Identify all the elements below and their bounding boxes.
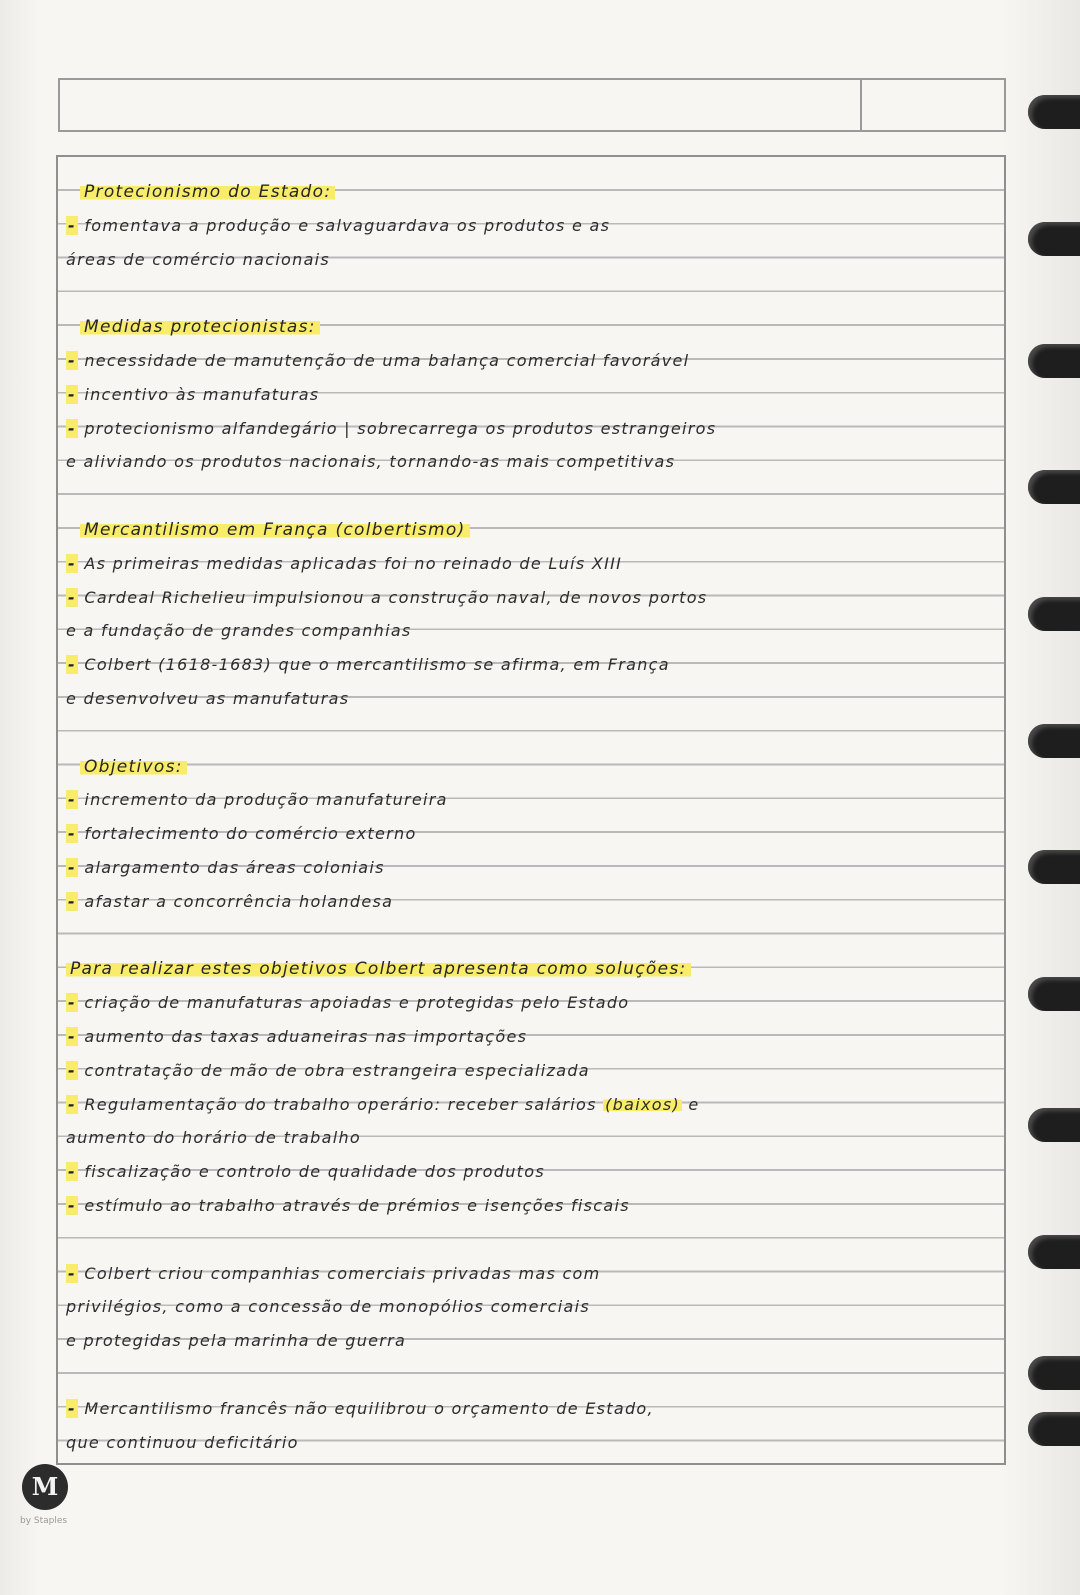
note-line bbox=[66, 648, 996, 682]
bullet-dash: - bbox=[68, 824, 76, 844]
blank-line bbox=[66, 716, 996, 750]
note-text: e aliviando os produtos nacionais, tornando-as mais competitivas bbox=[66, 452, 676, 472]
bullet-dash: - bbox=[68, 1263, 76, 1283]
binder-ring bbox=[1028, 977, 1080, 1011]
note-text: aumento das taxas aduaneiras nas importações bbox=[84, 1027, 528, 1046]
note-line bbox=[66, 851, 996, 885]
note-line bbox=[66, 344, 996, 378]
note-line bbox=[66, 1426, 996, 1460]
binder-ring bbox=[1028, 850, 1080, 884]
binder-ring bbox=[1028, 470, 1080, 504]
note-text: aumento do horário de trabalho bbox=[66, 1128, 361, 1148]
binder-ring bbox=[1028, 95, 1080, 129]
note-heading bbox=[66, 750, 996, 784]
note-line bbox=[66, 1324, 996, 1358]
note-line bbox=[66, 1088, 996, 1122]
note-heading bbox=[66, 513, 996, 547]
note-line bbox=[66, 1392, 996, 1426]
note-text: Colbert (1618-1683) que o mercantilismo se afirma, em França bbox=[84, 655, 670, 675]
note-line bbox=[66, 378, 996, 412]
binder-rings bbox=[1020, 0, 1080, 1595]
bullet-dash: - bbox=[68, 215, 76, 235]
blank-line bbox=[66, 1223, 996, 1257]
note-line bbox=[66, 682, 996, 716]
note-text: criação de manufaturas apoiadas e protegidas pelo Estado bbox=[84, 993, 630, 1013]
note-line bbox=[66, 1257, 996, 1291]
note-line bbox=[66, 885, 996, 919]
binder-ring bbox=[1028, 1356, 1080, 1390]
note-text: e protegidas pela marinha de guerra bbox=[66, 1331, 407, 1351]
note-text: Objetivos: bbox=[80, 757, 187, 777]
bullet-dash: - bbox=[68, 790, 76, 810]
note-line bbox=[66, 1290, 996, 1324]
note-text: fiscalização e controlo de qualidade dos produtos bbox=[84, 1162, 545, 1182]
binder-ring bbox=[1028, 222, 1080, 256]
note-text: afastar a concorrência holandesa bbox=[84, 891, 394, 911]
note-line bbox=[66, 783, 996, 817]
bullet-dash: - bbox=[68, 1196, 76, 1215]
note-heading bbox=[66, 175, 996, 209]
binder-ring bbox=[1028, 344, 1080, 378]
blank-line bbox=[66, 919, 996, 953]
brand-caption: by Staples bbox=[20, 1516, 68, 1526]
bullet-dash: - bbox=[68, 1027, 76, 1046]
highlighted-word: (baixos) bbox=[605, 1094, 680, 1114]
note-text: e desenvolveu as manufaturas bbox=[66, 689, 350, 708]
bullet-dash: - bbox=[68, 1094, 76, 1114]
note-line bbox=[66, 581, 996, 615]
bullet-dash: - bbox=[68, 587, 76, 607]
note-line bbox=[66, 1020, 996, 1054]
bullet-dash: - bbox=[68, 1060, 76, 1080]
note-text: áreas de comércio nacionais bbox=[66, 249, 331, 269]
note-line bbox=[66, 614, 996, 648]
bullet-dash: - bbox=[68, 553, 76, 573]
note-text: alargamento das áreas coloniais bbox=[84, 858, 385, 877]
note-text: Medidas protecionistas: bbox=[80, 317, 320, 337]
note-text: Regulamentação do trabalho operário: receber salários (baixos) e bbox=[84, 1094, 700, 1114]
note-line bbox=[66, 412, 996, 446]
note-text: Para realizar estes objetivos Colbert apresenta como soluções: bbox=[66, 959, 691, 979]
blank-line bbox=[66, 479, 996, 513]
bullet-dash: - bbox=[68, 1398, 76, 1418]
note-line bbox=[66, 243, 996, 277]
header-box bbox=[58, 78, 1006, 132]
bullet-dash: - bbox=[68, 655, 76, 675]
bullet-dash: - bbox=[68, 384, 76, 404]
note-text: incremento da produção manufatureira bbox=[84, 790, 448, 810]
note-line bbox=[66, 1054, 996, 1088]
note-text: fortalecimento do comércio externo bbox=[84, 824, 417, 844]
lined-notes-area bbox=[56, 155, 1006, 1465]
brand-logo: M bbox=[22, 1464, 68, 1510]
note-line bbox=[66, 1121, 996, 1155]
note-line bbox=[66, 1189, 996, 1223]
note-line bbox=[66, 445, 996, 479]
note-text: Cardeal Richelieu impulsionou a construção naval, de novos portos bbox=[84, 587, 708, 607]
bullet-dash: - bbox=[68, 993, 76, 1013]
note-text: necessidade de manutenção de uma balança comercial favorável bbox=[84, 351, 690, 370]
note-text: As primeiras medidas aplicadas foi no reinado de Luís XIII bbox=[84, 553, 623, 573]
note-text: fomentava a produção e salvaguardava os produtos e as bbox=[84, 215, 611, 235]
bullet-dash: - bbox=[68, 891, 76, 911]
binder-ring bbox=[1028, 597, 1080, 631]
note-line bbox=[66, 986, 996, 1020]
note-line bbox=[66, 1155, 996, 1189]
binder-ring bbox=[1028, 724, 1080, 758]
note-line bbox=[66, 817, 996, 851]
note-text: que continuou deficitário bbox=[66, 1432, 299, 1452]
blank-line bbox=[66, 1358, 996, 1392]
note-line bbox=[66, 209, 996, 243]
blank-line bbox=[66, 276, 996, 310]
note-text: e a fundação de grandes companhias bbox=[66, 621, 412, 641]
note-text: privilégios, como a concessão de monopólios comerciais bbox=[66, 1297, 590, 1317]
note-heading bbox=[66, 310, 996, 344]
note-text: Colbert criou companhias comerciais privadas mas com bbox=[84, 1263, 601, 1283]
note-text: contratação de mão de obra estrangeira especializada bbox=[84, 1060, 590, 1080]
note-text: Mercantilismo francês não equilibrou o orçamento de Estado, bbox=[84, 1398, 654, 1418]
note-heading bbox=[66, 952, 996, 986]
bullet-dash: - bbox=[68, 351, 76, 370]
note-text: incentivo às manufaturas bbox=[84, 384, 320, 404]
bullet-dash: - bbox=[68, 1162, 76, 1182]
bullet-dash: - bbox=[68, 418, 76, 438]
note-text: Mercantilismo em França (colbertismo) bbox=[80, 520, 470, 540]
note-line bbox=[66, 547, 996, 581]
header-divider bbox=[860, 80, 862, 130]
binder-ring bbox=[1028, 1235, 1080, 1269]
binder-ring bbox=[1028, 1412, 1080, 1446]
note-text: estímulo ao trabalho através de prémios e isenções fiscais bbox=[84, 1196, 630, 1215]
bullet-dash: - bbox=[68, 858, 76, 877]
note-text: protecionismo alfandegário | sobrecarrega os produtos estrangeiros bbox=[84, 418, 717, 438]
binder-ring bbox=[1028, 1108, 1080, 1142]
note-text: Protecionismo do Estado: bbox=[80, 182, 335, 202]
